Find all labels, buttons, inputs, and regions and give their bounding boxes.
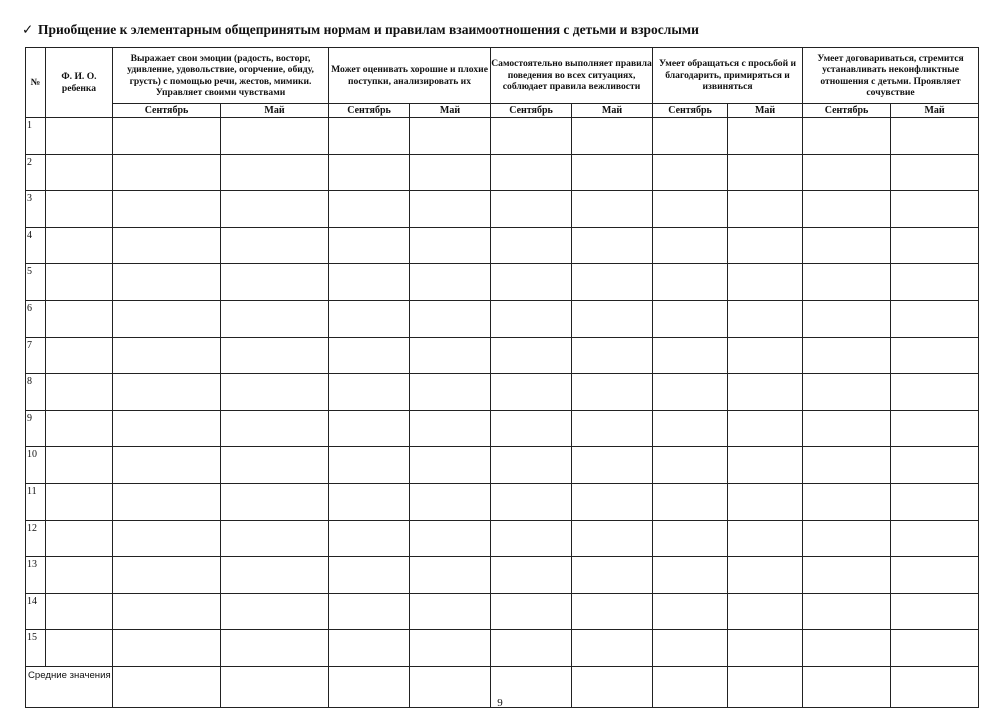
score-cell[interactable] [891, 410, 979, 447]
child-name-cell[interactable] [46, 593, 113, 630]
score-cell[interactable] [653, 520, 728, 557]
row-number: 10 [26, 447, 46, 484]
row-number: 3 [26, 191, 46, 228]
score-cell[interactable] [113, 154, 221, 191]
score-cell[interactable] [491, 337, 572, 374]
score-cell[interactable] [653, 118, 728, 155]
score-cell[interactable] [221, 227, 329, 264]
score-cell[interactable] [653, 483, 728, 520]
score-cell[interactable] [329, 410, 410, 447]
score-cell[interactable] [113, 337, 221, 374]
header-criterion-3: Самостоятельно выполняет правила поведения во всех ситуациях, соблюдает правила вежливости [491, 48, 653, 104]
header-may: Май [572, 104, 653, 118]
score-cell[interactable] [891, 154, 979, 191]
score-cell[interactable] [221, 337, 329, 374]
score-cell[interactable] [728, 374, 803, 411]
header-may: Май [221, 104, 329, 118]
score-cell[interactable] [491, 520, 572, 557]
score-cell[interactable] [491, 118, 572, 155]
row-number: 8 [26, 374, 46, 411]
score-cell[interactable] [329, 593, 410, 630]
score-cell[interactable] [803, 337, 891, 374]
score-cell[interactable] [329, 154, 410, 191]
row-number: 6 [26, 300, 46, 337]
table-row [26, 520, 979, 557]
score-cell[interactable] [410, 337, 491, 374]
score-cell[interactable] [329, 118, 410, 155]
table-row [26, 374, 979, 411]
score-cell[interactable] [221, 447, 329, 484]
header-may: Май [728, 104, 803, 118]
score-cell[interactable] [221, 557, 329, 594]
score-cell[interactable] [113, 483, 221, 520]
score-cell[interactable] [891, 483, 979, 520]
score-cell[interactable] [113, 447, 221, 484]
header-child-name: Ф. И. О. ребенка [46, 48, 113, 118]
score-cell[interactable] [891, 337, 979, 374]
score-cell[interactable] [803, 154, 891, 191]
score-cell[interactable] [491, 557, 572, 594]
score-cell[interactable] [891, 447, 979, 484]
child-name-cell[interactable] [46, 154, 113, 191]
score-cell[interactable] [572, 520, 653, 557]
score-cell[interactable] [653, 227, 728, 264]
score-cell[interactable] [572, 191, 653, 228]
child-name-cell[interactable] [46, 118, 113, 155]
score-cell[interactable] [572, 337, 653, 374]
header-criterion-5: Умеет договариваться, стремится устанавливать неконфликтные отношения с детьми. Проявляет сочувствие [803, 48, 979, 104]
child-name-cell[interactable] [46, 483, 113, 520]
score-cell[interactable] [891, 374, 979, 411]
score-cell[interactable] [113, 630, 221, 667]
score-cell[interactable] [572, 227, 653, 264]
score-cell[interactable] [329, 630, 410, 667]
header-september: Сентябрь [329, 104, 410, 118]
score-cell[interactable] [221, 520, 329, 557]
score-cell[interactable] [653, 191, 728, 228]
score-cell[interactable] [653, 374, 728, 411]
child-name-cell[interactable] [46, 374, 113, 411]
score-cell[interactable] [728, 593, 803, 630]
score-cell[interactable] [803, 118, 891, 155]
child-name-cell[interactable] [46, 557, 113, 594]
score-cell[interactable] [329, 374, 410, 411]
row-number: 11 [26, 483, 46, 520]
score-cell[interactable] [572, 374, 653, 411]
score-cell[interactable] [572, 410, 653, 447]
score-cell[interactable] [113, 593, 221, 630]
score-cell[interactable] [113, 520, 221, 557]
score-cell[interactable] [113, 227, 221, 264]
score-cell[interactable] [803, 630, 891, 667]
score-cell[interactable] [491, 227, 572, 264]
header-september: Сентябрь [653, 104, 728, 118]
score-cell[interactable] [329, 557, 410, 594]
score-cell[interactable] [803, 557, 891, 594]
score-cell[interactable] [491, 300, 572, 337]
score-cell[interactable] [803, 593, 891, 630]
score-cell[interactable] [572, 557, 653, 594]
score-cell[interactable] [728, 410, 803, 447]
score-cell[interactable] [221, 410, 329, 447]
score-cell[interactable] [572, 264, 653, 301]
table-row [26, 557, 979, 594]
score-cell[interactable] [728, 154, 803, 191]
score-cell[interactable] [891, 264, 979, 301]
score-cell[interactable] [572, 593, 653, 630]
header-september: Сентябрь [113, 104, 221, 118]
score-cell[interactable] [728, 520, 803, 557]
score-cell[interactable] [653, 410, 728, 447]
score-cell[interactable] [221, 300, 329, 337]
score-cell[interactable] [653, 557, 728, 594]
header-criterion-4: Умеет обращаться с просьбой и благодарить, примиряться и извиняться [653, 48, 803, 104]
table-row [26, 154, 979, 191]
score-cell[interactable] [891, 593, 979, 630]
checkmark-icon: ✓ [22, 22, 34, 37]
score-cell[interactable] [891, 300, 979, 337]
score-cell[interactable] [803, 264, 891, 301]
score-cell[interactable] [221, 593, 329, 630]
score-cell[interactable] [113, 300, 221, 337]
child-name-cell[interactable] [46, 410, 113, 447]
score-cell[interactable] [410, 447, 491, 484]
page-number: 9 [497, 697, 503, 709]
score-cell[interactable] [891, 227, 979, 264]
table-row [26, 227, 979, 264]
score-cell[interactable] [410, 191, 491, 228]
score-cell[interactable] [329, 520, 410, 557]
header-may: Май [410, 104, 491, 118]
score-cell[interactable] [803, 410, 891, 447]
header-september: Сентябрь [491, 104, 572, 118]
header-september: Сентябрь [803, 104, 891, 118]
assessment-table [25, 47, 979, 708]
child-name-cell[interactable] [46, 227, 113, 264]
row-number: 15 [26, 630, 46, 667]
score-cell[interactable] [891, 520, 979, 557]
score-cell[interactable] [410, 593, 491, 630]
score-cell[interactable] [491, 154, 572, 191]
score-cell[interactable] [491, 483, 572, 520]
header-criterion-2: Может оценивать хорошие и плохие поступки, анализировать их [329, 48, 491, 104]
score-cell[interactable] [891, 630, 979, 667]
score-cell[interactable] [491, 410, 572, 447]
row-number: 4 [26, 227, 46, 264]
score-cell[interactable] [803, 227, 891, 264]
average-label: Средние значения [26, 666, 113, 707]
score-cell[interactable] [653, 300, 728, 337]
score-cell[interactable] [410, 630, 491, 667]
page-title [22, 22, 699, 38]
score-cell[interactable] [653, 154, 728, 191]
title-text: Приобщение к элементарным общепринятым нормам и правилам взаимоотношения с детьми и взрослыми [38, 22, 699, 37]
score-cell[interactable] [728, 300, 803, 337]
table-row [26, 191, 979, 228]
score-cell[interactable] [728, 191, 803, 228]
score-cell[interactable] [221, 191, 329, 228]
score-cell[interactable] [491, 630, 572, 667]
score-cell[interactable] [329, 300, 410, 337]
score-cell[interactable] [728, 118, 803, 155]
score-cell[interactable] [410, 264, 491, 301]
table-row [26, 483, 979, 520]
row-number: 2 [26, 154, 46, 191]
score-cell[interactable] [572, 154, 653, 191]
table-row [26, 300, 979, 337]
child-name-cell[interactable] [46, 630, 113, 667]
score-cell[interactable] [113, 118, 221, 155]
score-cell[interactable] [572, 447, 653, 484]
score-cell[interactable] [410, 520, 491, 557]
score-cell[interactable] [113, 374, 221, 411]
score-cell[interactable] [329, 227, 410, 264]
row-number: 13 [26, 557, 46, 594]
score-cell[interactable] [728, 447, 803, 484]
row-number: 7 [26, 337, 46, 374]
score-cell[interactable] [410, 557, 491, 594]
score-cell[interactable] [221, 374, 329, 411]
score-cell[interactable] [113, 264, 221, 301]
score-cell[interactable] [728, 264, 803, 301]
header-number: № [26, 48, 46, 118]
score-cell[interactable] [491, 593, 572, 630]
score-cell[interactable] [803, 520, 891, 557]
score-cell[interactable] [572, 630, 653, 667]
score-cell[interactable] [410, 154, 491, 191]
child-name-cell[interactable] [46, 520, 113, 557]
table-row [26, 337, 979, 374]
score-cell[interactable] [803, 300, 891, 337]
child-name-cell[interactable] [46, 191, 113, 228]
row-number: 9 [26, 410, 46, 447]
score-cell[interactable] [653, 337, 728, 374]
score-cell[interactable] [891, 191, 979, 228]
score-cell[interactable] [113, 557, 221, 594]
score-cell[interactable] [653, 630, 728, 667]
score-cell[interactable] [221, 118, 329, 155]
score-cell[interactable] [410, 118, 491, 155]
score-cell[interactable] [491, 374, 572, 411]
row-number: 14 [26, 593, 46, 630]
row-number: 12 [26, 520, 46, 557]
score-cell[interactable] [653, 447, 728, 484]
child-name-cell[interactable] [46, 447, 113, 484]
score-cell[interactable] [803, 374, 891, 411]
row-number: 5 [26, 264, 46, 301]
score-cell[interactable] [728, 630, 803, 667]
score-cell[interactable] [653, 264, 728, 301]
score-cell[interactable] [572, 300, 653, 337]
score-cell[interactable] [410, 227, 491, 264]
table-row [26, 447, 979, 484]
child-name-cell[interactable] [46, 264, 113, 301]
table-row [26, 264, 979, 301]
score-cell[interactable] [410, 374, 491, 411]
score-cell[interactable] [221, 630, 329, 667]
header-criterion-1: Выражает свои эмоции (радость, восторг, удивление, удовольствие, огорчение, обиду, грусть) с помощью речи, жестов, мимики. Управляет своими чувствами [113, 48, 329, 104]
score-cell[interactable] [728, 227, 803, 264]
score-cell[interactable] [221, 483, 329, 520]
row-number: 1 [26, 118, 46, 155]
score-cell[interactable] [891, 118, 979, 155]
score-cell[interactable] [329, 447, 410, 484]
child-name-cell[interactable] [46, 337, 113, 374]
score-cell[interactable] [491, 264, 572, 301]
score-cell[interactable] [329, 337, 410, 374]
score-cell[interactable] [728, 557, 803, 594]
score-cell[interactable] [572, 118, 653, 155]
score-cell[interactable] [803, 483, 891, 520]
score-cell[interactable] [491, 191, 572, 228]
score-cell[interactable] [572, 483, 653, 520]
table-row [26, 118, 979, 155]
score-cell[interactable] [891, 557, 979, 594]
score-cell[interactable] [653, 593, 728, 630]
score-cell[interactable] [329, 483, 410, 520]
table-row [26, 410, 979, 447]
score-cell[interactable] [728, 337, 803, 374]
child-name-cell[interactable] [46, 300, 113, 337]
score-cell[interactable] [221, 154, 329, 191]
score-cell[interactable] [803, 447, 891, 484]
score-cell[interactable] [491, 447, 572, 484]
score-cell[interactable] [410, 300, 491, 337]
table-row [26, 593, 979, 630]
score-cell[interactable] [113, 410, 221, 447]
score-cell[interactable] [329, 191, 410, 228]
header-may: Май [891, 104, 979, 118]
score-cell[interactable] [410, 410, 491, 447]
score-cell[interactable] [728, 483, 803, 520]
score-cell[interactable] [410, 483, 491, 520]
table-row [26, 630, 979, 667]
score-cell[interactable] [329, 264, 410, 301]
score-cell[interactable] [221, 264, 329, 301]
score-cell[interactable] [113, 191, 221, 228]
score-cell[interactable] [803, 191, 891, 228]
